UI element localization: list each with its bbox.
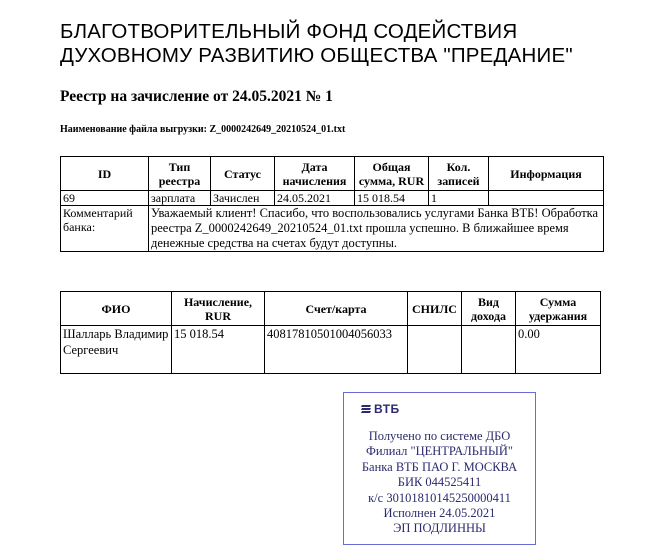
stamp-text <box>344 429 535 537</box>
registry-status: Зачислен <box>211 191 275 206</box>
registry-type: зарплата <box>149 191 211 206</box>
header-accrual-date: Дата начисления <box>275 157 355 191</box>
registry-info <box>489 191 604 206</box>
header-snils: СНИЛС <box>408 292 462 326</box>
vtb-logo-text: ВТБ <box>374 402 400 416</box>
stamp-line-received: Получено по системе ДБО <box>368 429 511 443</box>
vtb-stripes-icon <box>360 404 372 414</box>
stamp-line-corr-account: к/с 30101810145250000411 <box>368 490 511 505</box>
header-full-name: ФИО <box>61 292 172 326</box>
bank-comment-row <box>61 206 604 252</box>
organization-name-line-1: БЛАГОТВОРИТЕЛЬНЫЙ ФОНД СОДЕЙСТВИЯ <box>60 20 518 43</box>
header-total-sum: Общая сумма, RUR <box>355 157 429 191</box>
header-record-count: Кол. записей <box>429 157 489 191</box>
stamp-line-executed: Исполнен 24.05.2021 <box>383 506 496 521</box>
header-information: Информация <box>489 157 604 191</box>
header-registry-type: Тип реестра <box>149 157 211 191</box>
header-id: ID <box>61 157 149 191</box>
registry-date: 24.05.2021 <box>275 191 355 206</box>
payee-name: Шалларь Владимир Сергеевич <box>61 326 172 374</box>
payee-deduction: 0.00 <box>516 326 601 374</box>
registry-total: 15 018.54 <box>355 191 429 206</box>
registry-table <box>60 156 604 252</box>
payee-account: 40817810501004056033 <box>265 326 408 374</box>
registry-table-header <box>61 157 604 191</box>
bank-comment-text: Уважаемый клиент! Спасибо, что воспользовались услугами Банка ВТБ! Обработка реестра Z_0000242649_20210524_01.txt прошла успешно. В ближайшее время денежные средства на счетах будут доступны. <box>149 206 604 252</box>
bank-comment-label: Комментарий банка: <box>61 206 149 252</box>
header-income-type: Вид дохода <box>462 292 516 326</box>
organization-name-line-2: ДУХОВНОМУ РАЗВИТИЮ ОБЩЕСТВА "ПРЕДАНИЕ" <box>60 44 573 67</box>
payee-income-type <box>462 326 516 374</box>
stamp-line-branch: Филиал "ЦЕНТРАЛЬНЫЙ" <box>365 444 514 459</box>
payee-snils <box>408 326 462 374</box>
stamp-line-bank: Банка ВТБ ПАО Г. МОСКВА <box>361 459 518 474</box>
registry-id: 69 <box>61 191 149 206</box>
stamp-line-bik: БИК 044525411 <box>397 475 482 490</box>
header-accrual: Начисление, RUR <box>172 292 265 326</box>
stamp-line-signature-valid: ЭП ПОДЛИННЫ <box>393 521 486 536</box>
vtb-logo <box>360 402 400 416</box>
payee-amount: 15 018.54 <box>172 326 265 374</box>
table-row <box>61 326 601 374</box>
payments-table <box>60 291 601 374</box>
organization-name <box>60 20 650 68</box>
registry-count: 1 <box>429 191 489 206</box>
payments-table-header <box>61 292 601 326</box>
bank-stamp <box>343 392 536 545</box>
header-account-card: Счет/карта <box>265 292 408 326</box>
export-file-name: Наименование файла выгрузки: Z_0000242649_20210524_01.txt <box>60 124 346 135</box>
registry-title: Реестр на зачисление от 24.05.2021 № 1 <box>60 88 333 105</box>
registry-row <box>61 191 604 206</box>
header-status: Статус <box>211 157 275 191</box>
header-deduction: Сумма удержания <box>516 292 601 326</box>
